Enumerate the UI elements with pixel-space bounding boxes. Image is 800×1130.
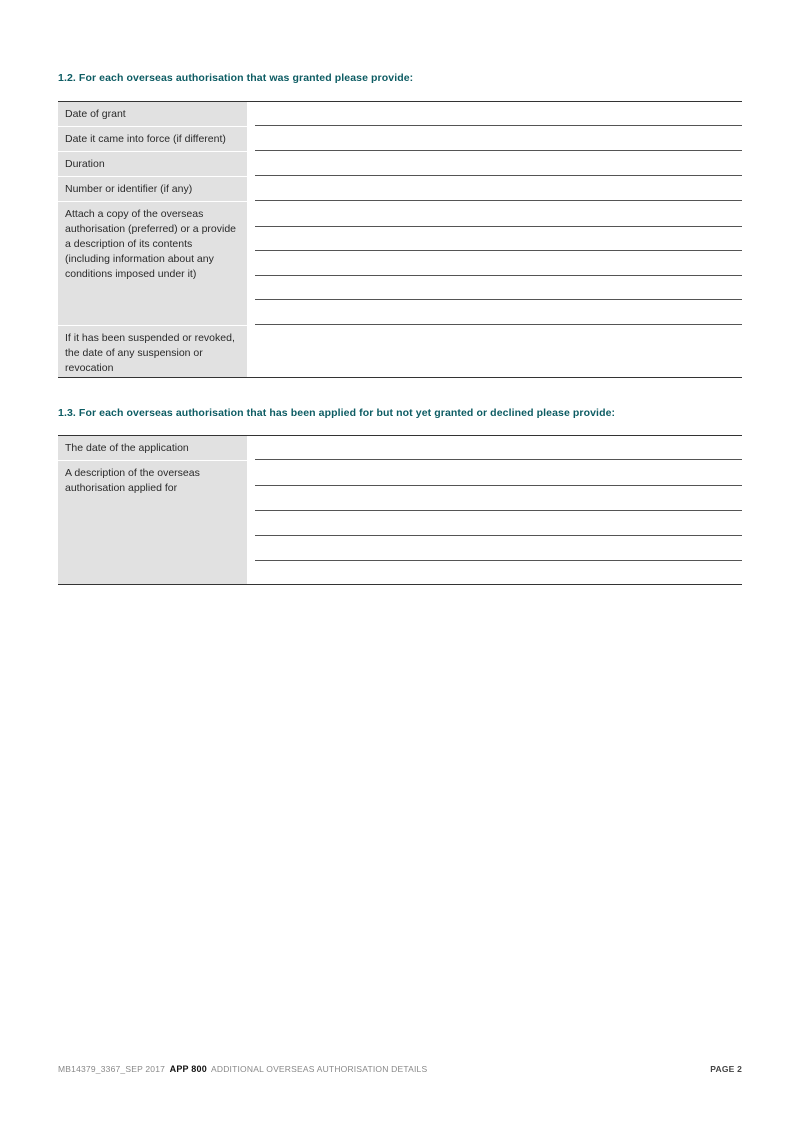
table-row — [58, 202, 742, 326]
answer-line — [255, 299, 742, 300]
date-of-grant-field[interactable] — [247, 102, 742, 126]
granted-authorisation-table — [58, 101, 742, 378]
page-footer — [58, 1064, 742, 1074]
pending-authorisation-table — [58, 435, 742, 585]
table-row — [58, 102, 742, 127]
answer-line — [255, 459, 742, 460]
table-row — [58, 152, 742, 177]
section-1-3-title: 1.3. For each overseas authorisation that has been applied for but not yet granted or declined please provide: — [58, 407, 616, 419]
answer-line — [255, 485, 742, 486]
answer-line — [255, 200, 742, 201]
answer-line — [255, 226, 742, 227]
suspension-label: If it has been suspended or revoked, the date of any suspension or revocation — [58, 326, 247, 377]
identifier-label: Number or identifier (if any) — [58, 177, 247, 201]
application-date-field[interactable] — [247, 436, 742, 460]
table-row — [58, 461, 742, 584]
answer-line — [255, 150, 742, 151]
answer-line — [255, 275, 742, 276]
form-code: APP 800 — [169, 1064, 207, 1074]
date-in-force-field[interactable] — [247, 127, 742, 151]
description-label: A description of the overseas authorisation applied for — [58, 461, 247, 584]
table-row — [58, 326, 742, 377]
table-row — [58, 436, 742, 461]
answer-line — [255, 250, 742, 251]
suspension-field[interactable] — [247, 326, 742, 377]
attach-copy-label: Attach a copy of the overseas authorisation (preferred) or a provide a description of its contents (including information about any conditions imposed under it) — [58, 202, 247, 325]
form-title: ADDITIONAL OVERSEAS AUTHORISATION DETAILS — [211, 1064, 428, 1074]
answer-line — [255, 510, 742, 511]
page-number: PAGE 2 — [710, 1064, 742, 1074]
duration-field[interactable] — [247, 152, 742, 176]
answer-line — [255, 175, 742, 176]
identifier-field[interactable] — [247, 177, 742, 201]
doc-reference: MB14379_3367_SEP 2017 — [58, 1064, 166, 1074]
footer-left — [58, 1064, 427, 1074]
answer-line — [255, 560, 742, 561]
answer-line — [255, 324, 742, 325]
date-of-grant-label: Date of grant — [58, 102, 247, 126]
table-row — [58, 177, 742, 202]
application-date-label: The date of the application — [58, 436, 247, 460]
attach-copy-field[interactable] — [247, 202, 742, 325]
section-1-2-title: 1.2. For each overseas authorisation that was granted please provide: — [58, 72, 414, 84]
date-in-force-label: Date it came into force (if different) — [58, 127, 247, 151]
answer-line — [255, 535, 742, 536]
answer-line — [255, 125, 742, 126]
table-row — [58, 127, 742, 152]
duration-label: Duration — [58, 152, 247, 176]
description-field[interactable] — [247, 461, 742, 584]
